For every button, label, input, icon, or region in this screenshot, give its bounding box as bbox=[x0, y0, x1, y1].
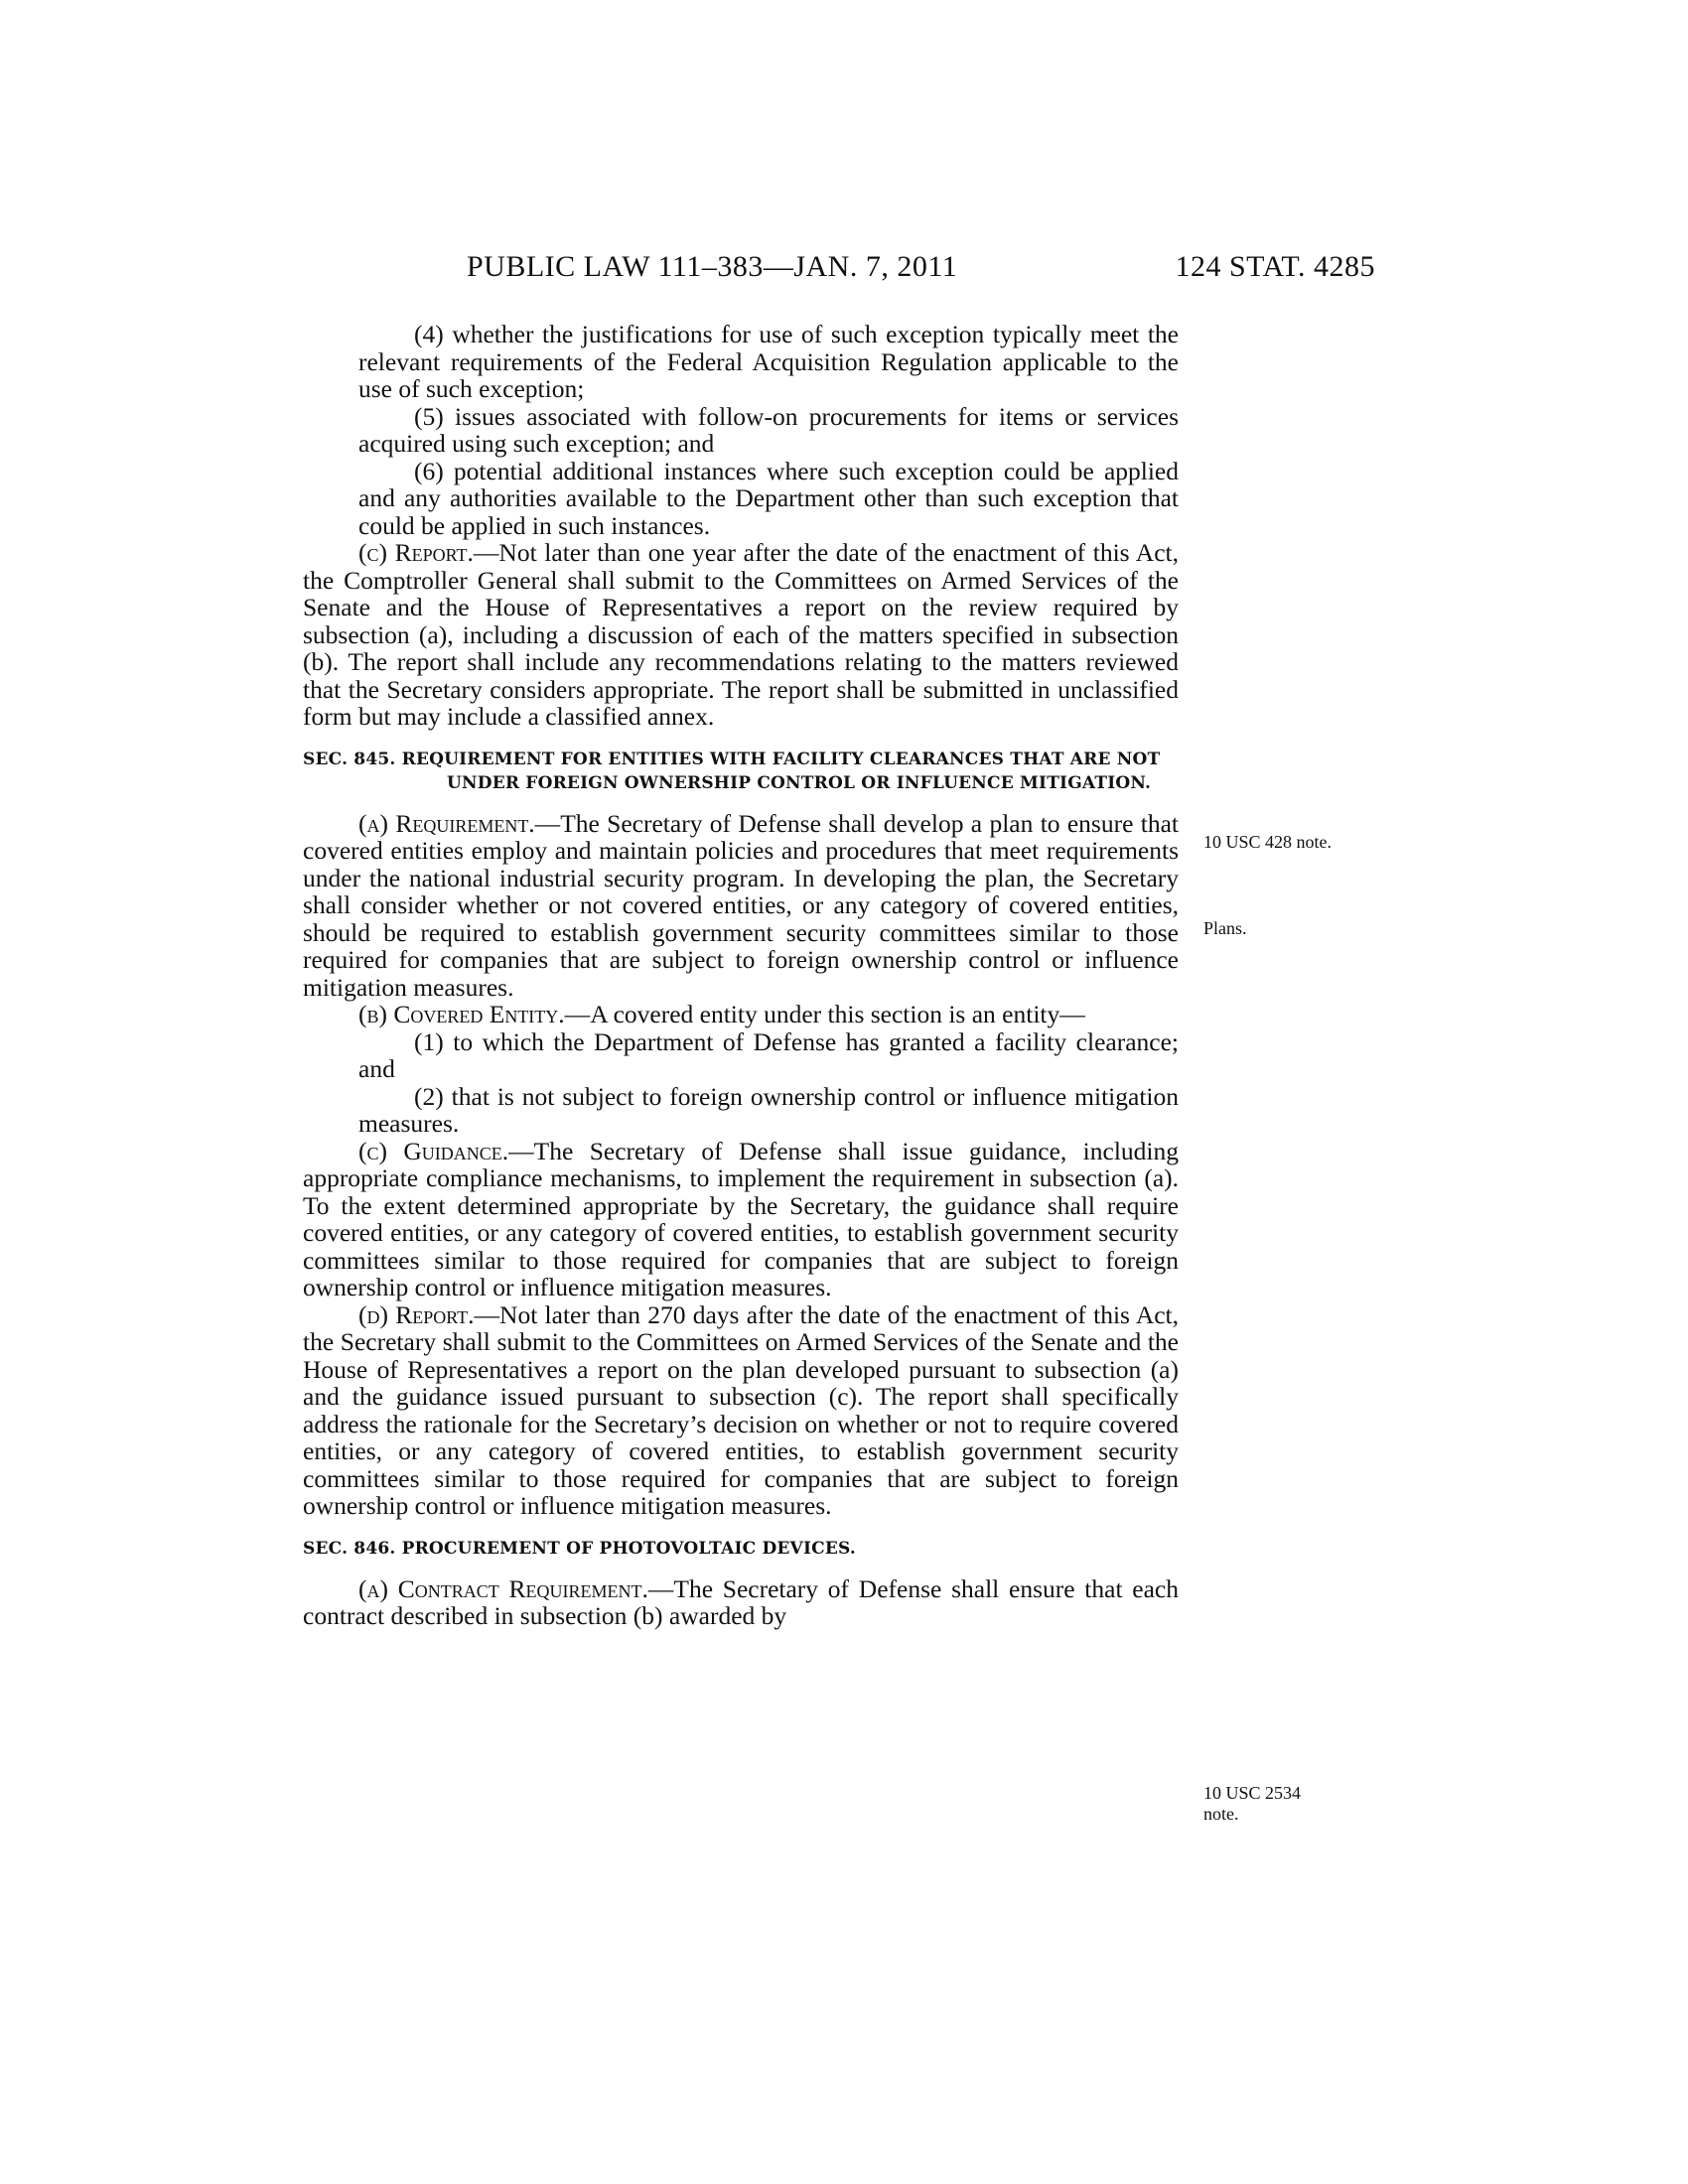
margin-note-line: note. bbox=[1203, 1804, 1239, 1824]
sec845-d-report bbox=[303, 1301, 1179, 1520]
subsection-text: The Secretary of Defense shall issue guidance, including appropriate compliance mechanisms, to implement the requirement in subsection (a). To the extent determined appropriate by the Secretary, the guidance shall require covered entities, or any category of covered entities, to establish government security committees similar to those required for companies that are subject to foreign ownership control or influence mitigation measures. bbox=[303, 1136, 1179, 1301]
margin-note-line: 10 USC 2534 bbox=[1203, 1783, 1302, 1803]
sec845-b-covered-entity bbox=[303, 1001, 1179, 1028]
subsection-text: A covered entity under this section is an entity— bbox=[590, 1000, 1085, 1028]
section-845-heading: SEC. 845. REQUIREMENT FOR ENTITIES WITH FACILITY CLEARANCES THAT ARE NOT UNDER FOREIGN OWNERSHIP CONTROL OR INFLUENCE MITIGATION. bbox=[303, 749, 1161, 793]
sec845-b2: (2) that is not subject to foreign ownership control or influence mitigation measures. bbox=[358, 1081, 1179, 1138]
subsection-label: (b) Covered Entity.— bbox=[358, 1000, 591, 1028]
subsection-label: (c) Report.— bbox=[358, 538, 499, 567]
subsection-label: (d) Report.— bbox=[358, 1299, 500, 1329]
subsection-text: Not later than 270 days after the date of the enactment of this Act, the Secretary shall submit to the Committees on Armed Services of the Senate and the House of Representatives a report on the plan developed pursuant to subsection (a) and the guidance issued pursuant to subsection (c). The report shall specifically address the rationale for the Secretary’s decision on whether or not to require covered entities, or any category of covered entities, to establish government security committees similar to those required for companies that are subject to foreign ownership control or influence mitigation measures. bbox=[303, 1299, 1180, 1520]
subsection-text: The Secretary of Defense shall develop a plan to ensure that covered entities employ and maintain policies and procedures that meet requirements under the national industrial security program. In developing the plan, the Secretary shall consider whether or not covered entities, or any category of covered entities, should be required to establish government security committees similar to those required for companies that are subject to foreign ownership control or influence mitigation measures. bbox=[303, 808, 1179, 1002]
margin-note-10-usc-2534 bbox=[1203, 1783, 1301, 1825]
sec845-b1: (1) to which the Department of Defense has granted a facility clearance; and bbox=[358, 1026, 1179, 1083]
subsection-label: (c) Guidance.— bbox=[358, 1136, 534, 1165]
public-law-citation: PUBLIC LAW 111–383—JAN. 7, 2011 bbox=[467, 250, 958, 283]
subsection-text: The Secretary of Defense shall ensure that each contract described in subsection (b) awarded by bbox=[303, 1573, 1179, 1630]
subsection-label: (a) Contract Requirement.— bbox=[358, 1573, 674, 1603]
subsection-text: Not later than one year after the date of the enactment of this Act, the Comptroller General shall submit to the Committees on Armed Services of the Senate and the House of Representatives a report on the review required by subsection (a), including a discussion of each of the matters specified in subsection (b). The report shall include any recommendations relating to the matters reviewed that the Secretary considers appropriate. The report shall be submitted in unclassified form but may include a classified annex. bbox=[303, 538, 1179, 731]
paragraph-c-report bbox=[303, 539, 1179, 731]
paragraph-b4: (4) whether the justifications for use of such exception typically meet the relevant requirements of the Federal Acquisition Regulation applicable to the use of such exception; bbox=[358, 320, 1179, 403]
page-header bbox=[467, 250, 1375, 290]
document-body bbox=[303, 321, 1179, 1630]
margin-note-plans: Plans. bbox=[1203, 918, 1247, 938]
paragraph-b5: (5) issues associated with follow-on procurements for items or services acquired using such exception; and bbox=[358, 401, 1179, 458]
sec846-a-contract-requirement bbox=[303, 1575, 1179, 1630]
subsection-label: (a) Requirement.— bbox=[358, 808, 561, 838]
sec845-c-guidance bbox=[303, 1138, 1179, 1301]
section-846-heading: SEC. 846. PROCUREMENT OF PHOTOVOLTAIC DEVICES. bbox=[303, 1538, 856, 1559]
paragraph-b6: (6) potential additional instances where such exception could be applied and any authorities available to the Department other than such exception that could be applied in such instances. bbox=[358, 456, 1179, 540]
statute-page-number: 124 STAT. 4285 bbox=[1175, 250, 1375, 283]
margin-note-10-usc-428: 10 USC 428 note. bbox=[1203, 832, 1333, 852]
sec845-a-requirement bbox=[303, 810, 1179, 1002]
